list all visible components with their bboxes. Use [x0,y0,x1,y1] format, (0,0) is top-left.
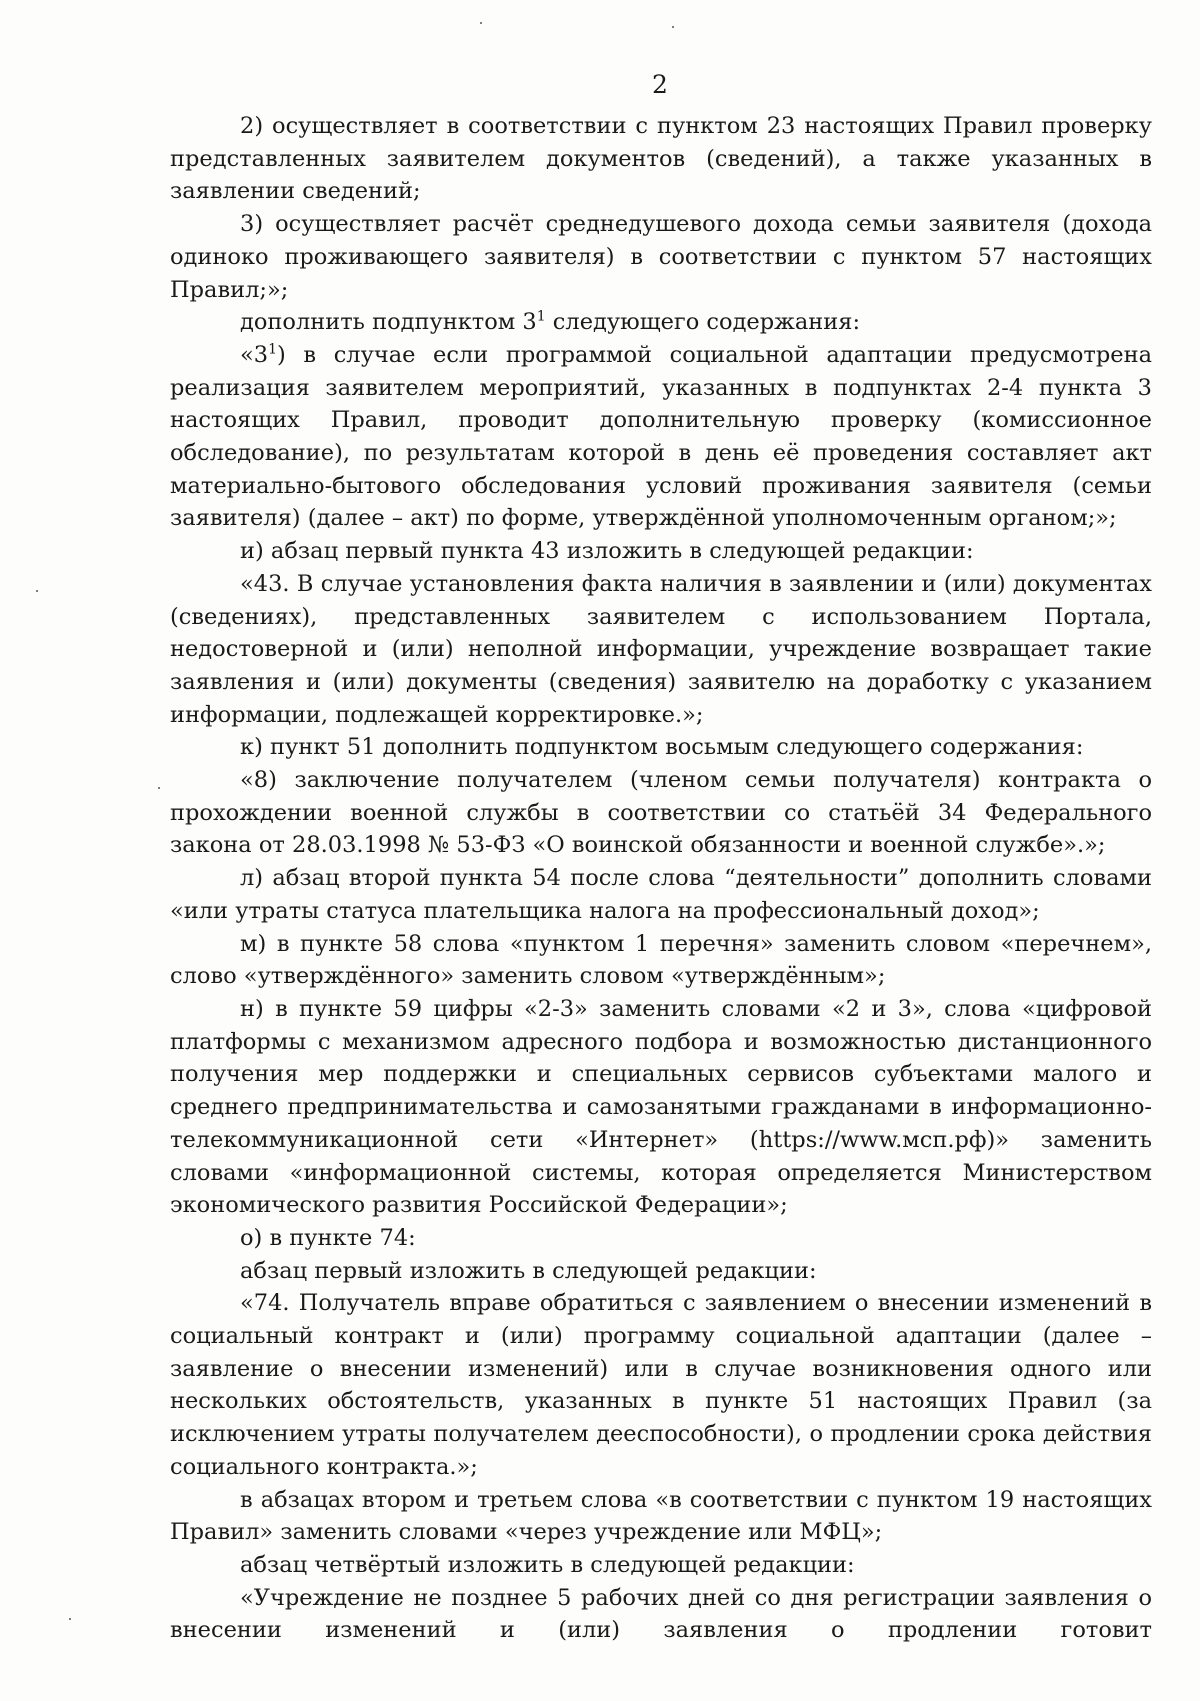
paragraph: к) пункт 51 дополнить подпунктом восьмым следующего содержания: [240,734,1084,761]
scan-speck [69,1618,71,1620]
scan-speck [158,787,160,789]
paragraph [170,306,1152,339]
paragraph-text: ) в случае если программой социальной адаптации предусмотрена реализация заявителем мероприятий, указанных в подпунктах 2-4 пункта 3 настоящих Правил, проводит дополнительную проверку (комиссионное обследование), по результатам которой в день её проведения составляет акт материально-бытового обследования условий проживания заявителя (семьи заявителя) (далее – акт) по форме, утверждённой уполномоченным органом;»; [170,341,1152,532]
paragraph: «43. В случае установления факта наличия в заявлении и (или) документах (сведениях), представленных заявителем с использованием Портала, недостоверной и (или) неполной информации, учреждение возвращает такие заявления и (или) документы (сведения) заявителю на доработку с указанием информации, подлежащей корректировке.»; [170,570,1152,728]
paragraph: «Учреждение не позднее 5 рабочих дней со дня регистрации заявления о внесении изменений и (или) заявления о продлении готовит [170,1584,1152,1644]
page-number: 2 [652,70,668,99]
paragraph: л) абзац второй пункта 54 после слова “деятельности” дополнить словами «или утраты статуса плательщика налога на профессиональный доход»; [170,865,1152,924]
paragraph-text: «3 [240,341,269,368]
paragraph: н) в пункте 59 цифры «2-3» заменить словами «2 и 3», слова «цифровой платформы с механизмом адресного подбора и возможностью дистанционного получения мер поддержки и специальных сервисов субъектами малого и среднего предпринимательства и самозанятыми гражданами в информационно-телекоммуникационной сети «Интернет» (https://www.мсп.рф)» заменить словами «информационной системы, которая определяется Министерством экономического развития Российской Федерации»; [170,995,1152,1219]
superscript: 1 [536,308,546,325]
paragraph: в абзацах втором и третьем слова «в соответствии с пунктом 19 настоящих Правил» заменить словами «через учреждение или МФЦ»; [170,1486,1152,1546]
scan-speck [36,590,38,592]
paragraph: «8) заключение получателем (членом семьи получателя) контракта о прохождении военной службы в соответствии со статьёй 34 Федерального закона от 28.03.1998 № 53-ФЗ «О воинской обязанности и военной службе».»; [170,767,1152,859]
scan-speck [672,26,674,28]
paragraph-text: следующего содержания: [545,309,861,336]
paragraph: и) абзац первый пункта 43 изложить в следующей редакции: [240,538,974,565]
paragraph: абзац первый изложить в следующей редакции: [240,1257,817,1284]
paragraph: абзац четвёртый изложить в следующей редакции: [240,1551,855,1578]
paragraph: м) в пункте 58 слова «пунктом 1 перечня» заменить словом «перечнем», слово «утверждённого» заменить словом «утверждённым»; [170,930,1152,990]
paragraph-text: дополнить подпунктом 3 [240,309,537,336]
paragraph: о) в пункте 74: [240,1224,416,1251]
paragraph [170,339,1152,535]
superscript: 1 [268,341,278,358]
document-body [170,110,1152,1647]
paragraph: «74. Получатель вправе обратиться с заявлением о внесении изменений в социальный контракт и (или) программу социальной адаптации (далее – заявление о внесении изменений) или в случае возникновения одного или нескольких обстоятельств, указанных в пункте 51 настоящих Правил (за исключением утраты получателем дееспособности), о продлении срока действия социального контракта.»; [170,1290,1152,1480]
scan-speck [480,22,482,24]
paragraph: 3) осуществляет расчёт среднедушевого дохода семьи заявителя (дохода одиноко проживающего заявителя) в соответствии с пунктом 57 настоящих Правил;»; [170,211,1152,303]
paragraph: 2) осуществляет в соответствии с пунктом 23 настоящих Правил проверку представленных заявителем документов (сведений), а также указанных в заявлении сведений; [170,113,1152,205]
